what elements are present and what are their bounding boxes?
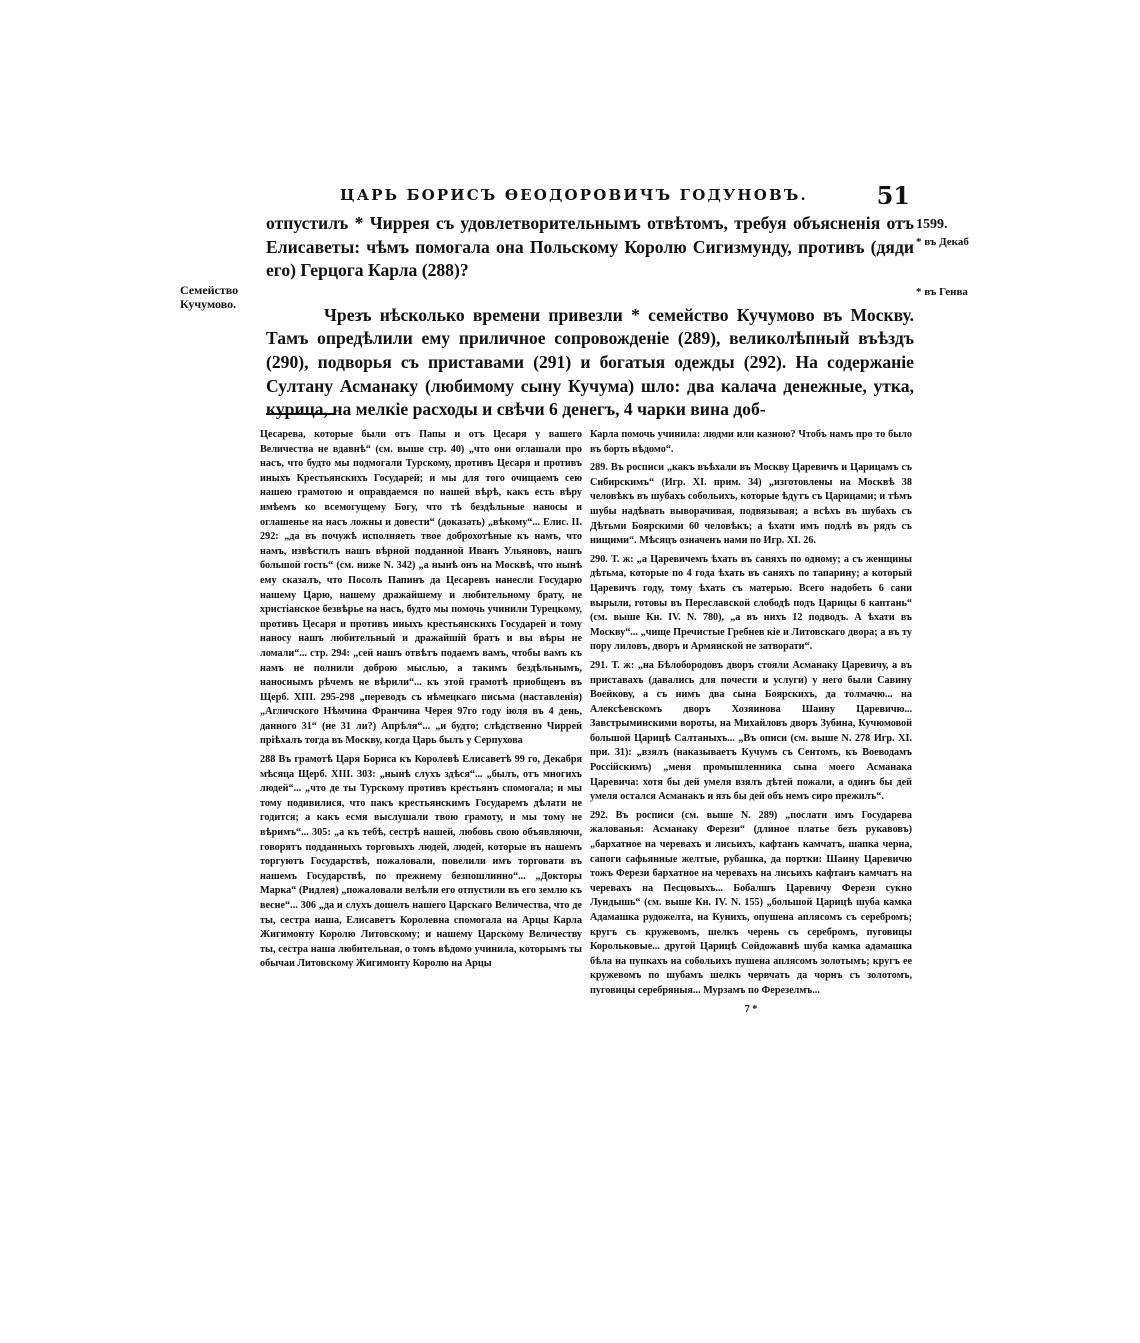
margin-note-right-1: * въ Декаб [916, 236, 969, 248]
margin-note-right-2: * въ Генва [916, 286, 968, 298]
page-number: 51 [876, 181, 910, 210]
footnote-rule [266, 413, 336, 415]
main-paragraph-2: Чрезъ нѣсколько времени привезли * семейство Кучумово въ Москву. Тамъ опредѣлили ему приличное сопровожденіе (289), великолѣпный въѣздъ (290), подворья съ приставами (291) и богатыя одежды (292). На содержаніе Султану Асманаку (любимому сыну Кучума) шло: два калача денежные, утка, курица, на мелкіе расходы и свѣчи 6 денегъ, 4 чарки вина доб- [266, 304, 914, 420]
footnote-292: 292. Въ росписи (см. выше N. 289) „послати имъ Государева жалованья: Асманаку Ферези“ (длиное платье безъ рукавовъ) „бархатное на черевахъ и лисьихъ, кафтанъ камчатъ, шапка черна, сапоги сафьянные желтые, рубашка, да портки: Шаину Царевичю тожъ Ферези бархатное на черевахъ на лисьихъ кафтанъ камчатъ на черевахъ на Песцовыхъ... Бобалшъ Царевичу Ферези сукно Лундышь“ (см. выше Кн. IV. N. 155) „большой Царицѣ шуба камка Адамашка рудожелта, на Кунихъ, опушена аплясомъ съ серебромъ; кругъ съ кружевомъ, шелкъ черень съ серебромъ, пуговицы Корольковые... другой Царицѣ Сойдожавнѣ шуба камка адамашка бѣла на пупкахъ на собольихъ пушена аплясомъ золотымъ; кругъ ее кружевомъ по шубамъ шелкъ червчать да чорнъ съ золотомъ, пуговицы серебряныя... Мурзамъ по Ферезелмъ... [590, 809, 912, 996]
main-paragraph-1: отпустилъ * Чиррея съ удовлетворительнымъ отвѣтомъ, требуя объясненія отъ Елисаветы: чѣмъ помогала она Польскому Королю Сигизмунду, противъ (дяди его) Герцога Карла (288)? [266, 213, 914, 281]
footnotes-right-column [590, 428, 912, 1021]
running-title: ЦАРЬ БОРИСЪ ѲЕОДОРОВИЧЪ ГОДУНОВЪ. [340, 186, 808, 204]
running-head [330, 181, 910, 210]
footnote-288-end: Карла помочь учинила: людми или казною? Чтобъ намъ про то было въ борть вѣдомо“. [590, 429, 912, 455]
main-text [266, 212, 914, 422]
margin-year-text: 1599. [916, 217, 948, 232]
footnotes-left-column [260, 428, 582, 976]
catchword: 7 * [744, 1003, 758, 1015]
margin-note-left: Семейство Кучумово. [180, 283, 239, 311]
footnote-289: 289. Въ росписи „какъ въѣхали въ Москву Царевичъ и Царицамъ съ Сибирскимъ“ (Игр. XI. прим. 34) „изготовлены на Москвѣ 38 человѣкъ въ шубахъ собольихъ, которые ѣдутъ съ Царицами; и тѣмъ шубы надѣвать выворачивая, подвязывая; а всѣхъ въ шубахъ съ Дѣтьми Боярскими 60 человѣкъ; а ѣхати имъ подлѣ въ рядъ съ нищими“. Мѣсяцъ означенъ нами по Игр. XI. 26. [590, 462, 912, 547]
footnote-continued: Цесарева, которые были отъ Папы и отъ Цесаря у вашего Величества не вдавнѣ“ (см. выше стр. 40) „что они оглашали про насъ, что будто мы подмогали Турскому, противъ Цесаря и противъ иныхъ Крестьянскихъ Государей; и мы для того очищаемъ сею нашею грамотою и оправдаемся по нашей вѣрѣ, какъ есть вѣру имѣемъ ко всемогущему Богу, что тѣ бездѣльные наносы и оглашенье на насъ ложны и довести“ (доказать) „вѣкому“... Елис. II. 292: „да въ почужѣ исполняеть твое доброхотѣные къ намъ, что намъ, извѣстилъ нашъ вѣрной подданной Иванъ Ульяновъ, нашъ большой гость“ (см. ниже N. 342) „а нынѣ онъ на Москвѣ, что нынѣ ему сказалъ, что Посолъ Папинъ да Цесаревъ нанесли Государю нашему Царю, нашему дражайшему и любительному брату, не христіанское безвѣрье на насъ, будто мы помочь учинили Турецкому, противъ Цесаря и противъ иныхъ крестьянскихъ Государей и тому наносу нашъ любительный и дражайшій братъ и вы вѣры не ломали“... стр. 294: „сей нашъ отвѣтъ подаемъ вамъ, чтобы вамъ къ намъ не полнили доброю мыслью, а такимъ бездѣльнымъ, наноснымъ рѣчемъ не вѣрили“... къ этой грамотѣ приобщенъ въ Щерб. XIII. 295-298 „переводъ съ нѣмецкаго письма (наставленія) „Агличского Нѣмчина Франчина Черея 97го году іюля въ 4 день, данного 31“ (не 31 ли?) Апрѣля“... „и будто; слѣдственно Чиррей пріѣхалъ тогда въ Москву, когда Царь былъ у Серпухова [260, 429, 582, 747]
footnote-290: 290. Т. ж: „а Царевичемъ ѣхать въ саняхъ по одному; а съ женщины дѣтьма, которые по 4 года ѣхать въ саняхъ по тапарину; а который Царевичъ году, тому ѣхать съ матерью. Всего надобеть 6 сани вырыли, готовы въ Переславской слободѣ подъ Царицы 6 каптань“ (см. выше Кн. IV. N. 780), „а въ нихъ 12 подводъ. А ѣхати въ Москву“... „чище Пречистые Гребнев кіе и Литовскаго двора; а въ ту пору лиловъ, дворъ и Армянской не затворати“. [590, 553, 912, 653]
footnote-288: 288 Въ грамотѣ Царя Бориса къ Королевѣ Елисаветѣ 99 го, Декабря мѣсяца Щерб. XIII. 303: „нынѣ слухъ здѣся“... „былъ, отъ многихъ людей“... „что де ты Турскому противъ крестьянъ спомогала; и мы тому подивилися, что пакъ крестьянскимъ Государемъ дѣлати не годится; а какъ есмя выслушали твою грамоту, и мы тому не вѣримъ“... 305: „а къ тебѣ, сестрѣ нашей, любовь свою объявляючи, говорятъ подданныхъ торговыхъ людей, людей, которые въ нашемъ торгуютъ Государствѣ, пожаловали, повелили имъ торговати въ нашемъ Государствѣ, по прежнему безпошлинно“... „Докторы Марка“ (Ридлея) „пожаловали велѣли его отпустили въ его землю къ весне“... 306 „да и слухъ дошелъ нашего Царскаго Величества, что де ты, сестра наша, Елисаветъ Королевна спомогала на Арцы Карла Жигимонту Королю Литовскому; и нашему Царскому Величеству ты, сестра наша любительная, о томъ вѣдомо учинила, которымъ ты обычаи Литовскому Жигимонту Королю на Арцы [260, 754, 582, 970]
footnote-291: 291. Т. ж: „на Бѣлобородовъ дворъ стояли Асманаку Царевичу, а въ приставахъ (давались для почести и услуги) у него были Савину Воейкову, а съ нимъ два сына Боярскихъ, да толмачю... на Алексѣевскомъ дворъ Хозяинова Шаину Царевичю... Завстрыминскими вороты, на Михайловъ дворъ Зубина, Кучюмовой большой Царицѣ Салтаныхъ... „Въ описи (см. выше N. 278 Игр. XI. при. 31): „взялъ (наказываетъ Кучумъ съ Сентомъ, къ Воеводамъ Россійскимъ) „меня промышленника сына моего Асманака Царевича: хотя бы дей умеля взялъ дѣтей пожали, а одинъ бы дей умеля остался Асманакъ и язъ бы дей объ немъ сиро прежилъ“. [590, 659, 912, 803]
margin-year [916, 218, 996, 232]
